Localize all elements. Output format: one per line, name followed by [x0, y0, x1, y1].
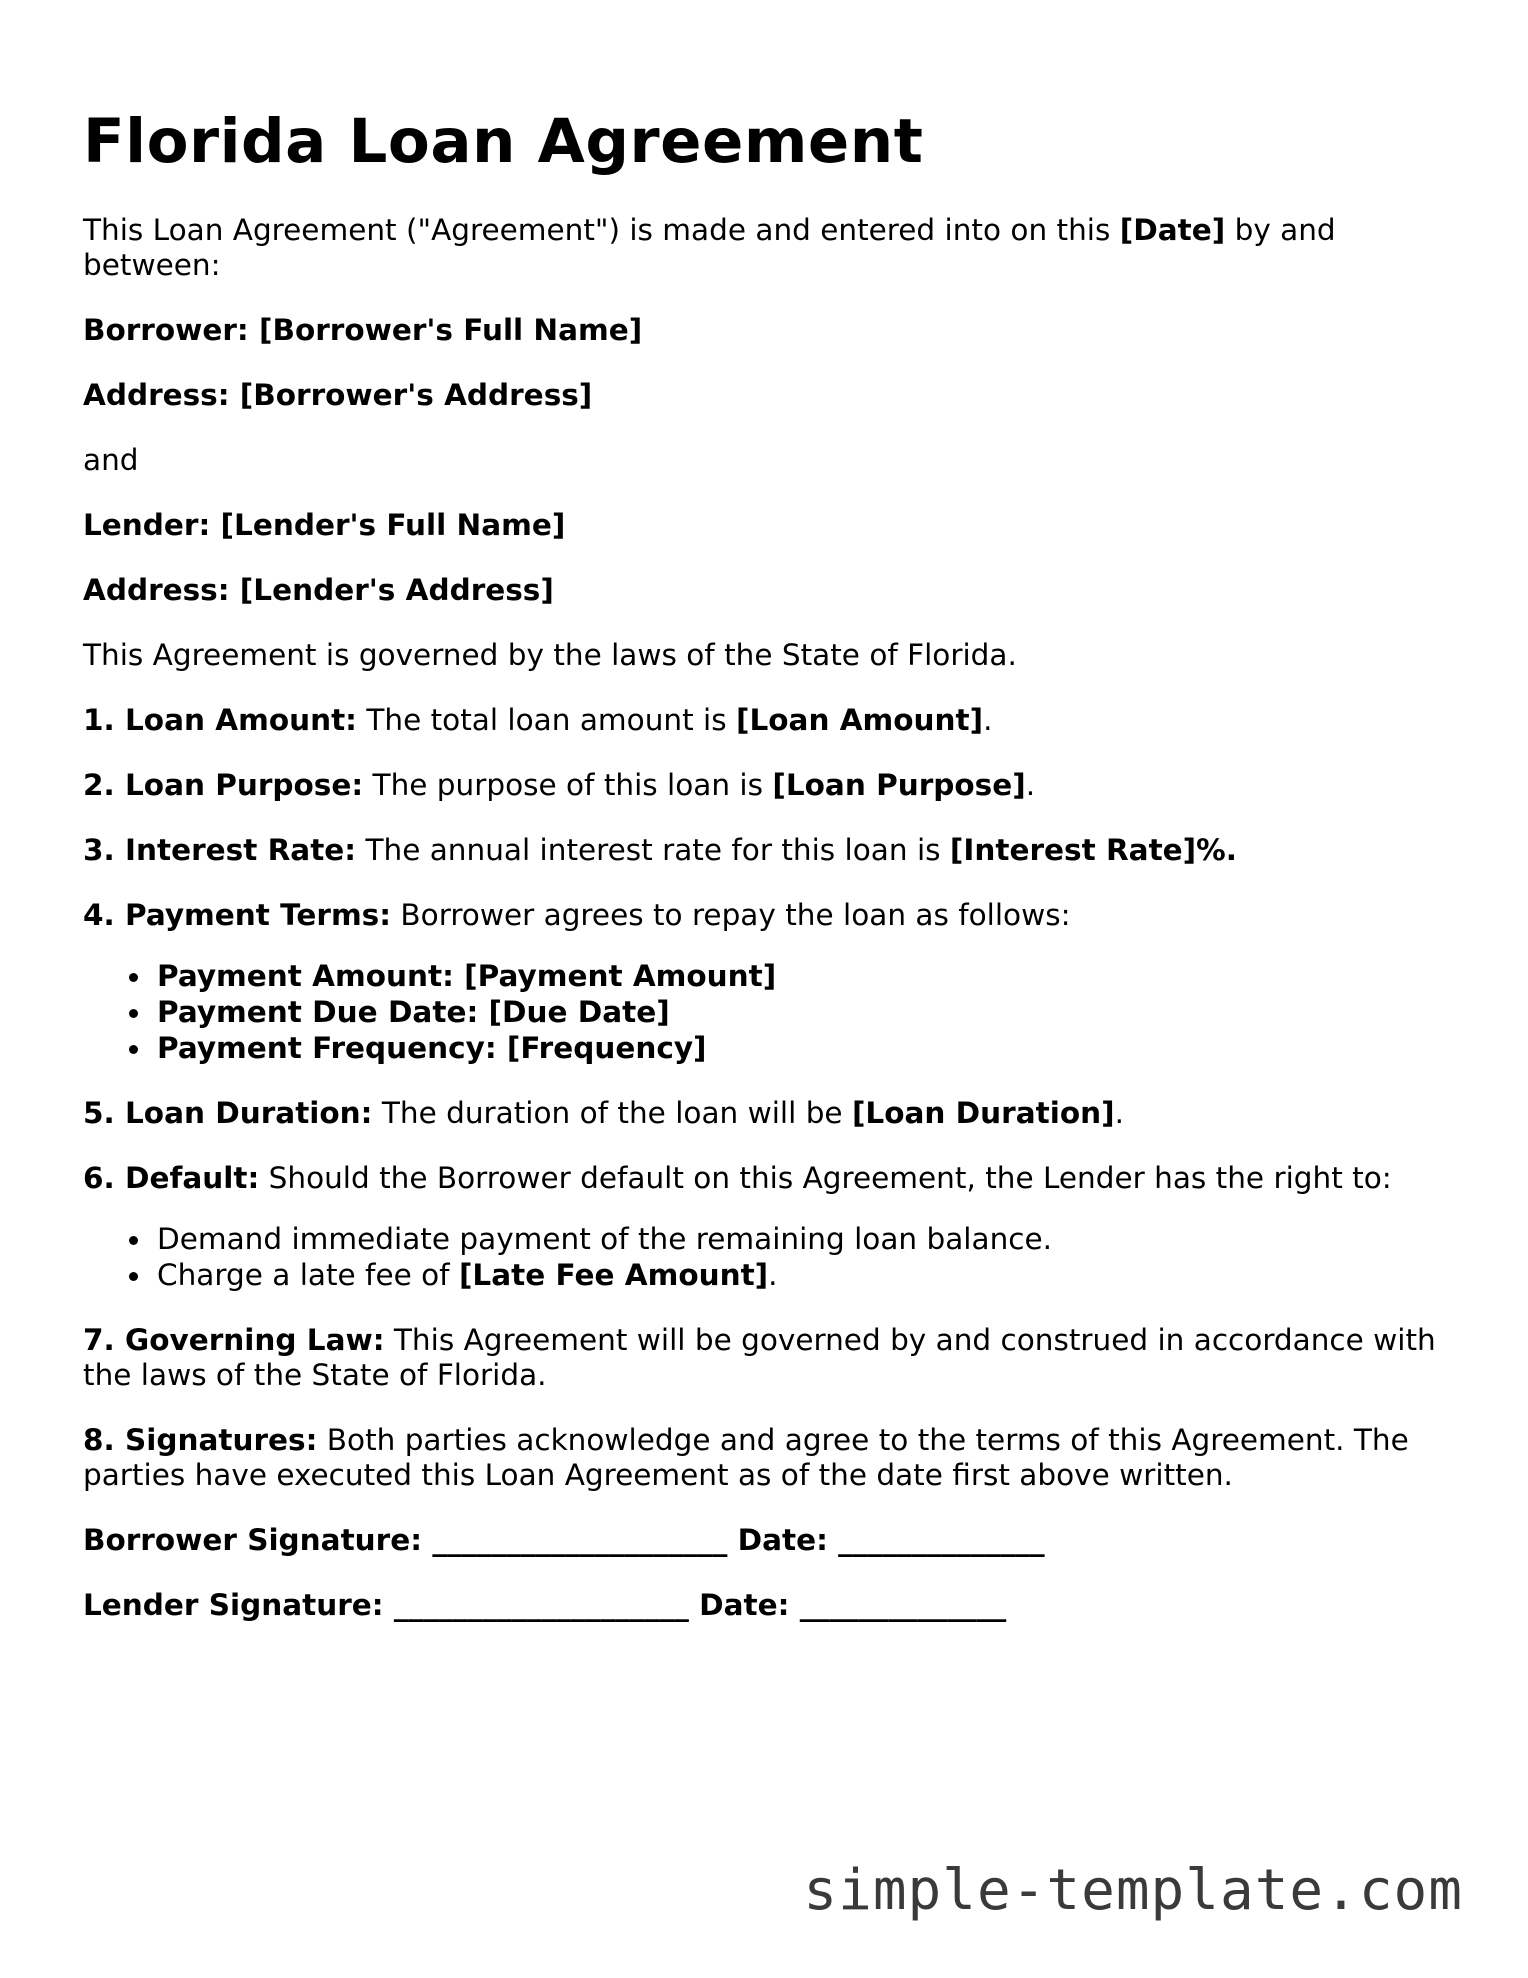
section-interest-rate: 3. Interest Rate: The annual interest rate for this loan is [Interest Rate]%.	[83, 833, 1237, 867]
section-loan-purpose: 2. Loan Purpose: The purpose of this loan is [Loan Purpose].	[83, 768, 1036, 802]
section-label: 6. Default:	[83, 1161, 260, 1195]
borrower-signature-label: Borrower Signature:	[83, 1523, 423, 1557]
section-signatures: 8. Signatures: Both parties acknowledge and agree to the terms of this Agreement. The parties have executed this Loan Agreement as of the date first above written.	[83, 1423, 1409, 1492]
list-item: Payment Due Date: [Due Date]	[157, 994, 1463, 1030]
document-body	[83, 213, 1463, 1653]
loan-purpose-placeholder: [Loan Purpose]	[772, 768, 1026, 802]
payment-terms-list	[83, 958, 1463, 1066]
list-item: Payment Amount: [Payment Amount]	[157, 958, 1463, 994]
lender-date-field[interactable]: ______________	[789, 1588, 1007, 1622]
lender-name-line: Lender: [Lender's Full Name]	[83, 508, 566, 542]
section-label: 2. Loan Purpose:	[83, 768, 364, 802]
intro-paragraph	[83, 213, 1463, 283]
late-fee-placeholder: [Late Fee Amount]	[458, 1258, 769, 1292]
borrower-date-field[interactable]: ______________	[827, 1523, 1045, 1557]
lender-signature-field[interactable]: ____________________	[383, 1588, 700, 1622]
loan-amount-placeholder: [Loan Amount]	[735, 703, 984, 737]
watermark-text: simple-template.com	[803, 1858, 1463, 1923]
intro-text-end: by and between:	[83, 213, 1336, 282]
borrower-date-label: Date:	[737, 1523, 828, 1557]
section-default: 6. Default: Should the Borrower default on this Agreement, the Lender has the right to:	[83, 1161, 1392, 1195]
interest-rate-placeholder: [Interest Rate]%.	[949, 833, 1237, 867]
section-label: 3. Interest Rate:	[83, 833, 357, 867]
list-item: Payment Frequency: [Frequency]	[157, 1030, 1463, 1066]
and-text: and	[83, 443, 139, 477]
section-loan-amount: 1. Loan Amount: The total loan amount is [Loan Amount].	[83, 703, 993, 737]
document-title: Florida Loan Agreement	[83, 106, 924, 177]
intro-text: This Loan Agreement ("Agreement") is made and entered into on this	[83, 213, 1120, 247]
section-payment-terms: 4. Payment Terms: Borrower agrees to repay the loan as follows:	[83, 898, 1071, 932]
section-label: 5. Loan Duration:	[83, 1096, 373, 1130]
lender-signature-label: Lender Signature:	[83, 1588, 384, 1622]
borrower-name-line: Borrower: [Borrower's Full Name]	[83, 313, 643, 347]
lender-address-line: Address: [Lender's Address]	[83, 573, 554, 607]
section-label: 8. Signatures:	[83, 1423, 318, 1457]
section-label: 1. Loan Amount:	[83, 703, 357, 737]
borrower-address-line: Address: [Borrower's Address]	[83, 378, 593, 412]
loan-duration-placeholder: [Loan Duration]	[851, 1096, 1115, 1130]
borrower-signature-field[interactable]: ____________________	[422, 1523, 738, 1557]
lender-date-label: Date:	[699, 1588, 790, 1622]
governed-statement: This Agreement is governed by the laws of the State of Florida.	[83, 638, 1017, 672]
default-rights-list	[83, 1221, 1463, 1293]
list-item: Demand immediate payment of the remaining loan balance.	[157, 1221, 1463, 1257]
lender-signature-line	[83, 1588, 1463, 1623]
section-label: 7. Governing Law:	[83, 1323, 385, 1357]
list-item: Charge a late fee of [Late Fee Amount].	[157, 1257, 1463, 1293]
section-governing-law: 7. Governing Law: This Agreement will be governed by and construed in accordance with the laws of the State of Florida.	[83, 1323, 1436, 1392]
borrower-signature-line	[83, 1523, 1463, 1558]
intro-date-placeholder: [Date]	[1119, 213, 1226, 247]
section-label: 4. Payment Terms:	[83, 898, 392, 932]
section-loan-duration: 5. Loan Duration: The duration of the loan will be [Loan Duration].	[83, 1096, 1124, 1130]
